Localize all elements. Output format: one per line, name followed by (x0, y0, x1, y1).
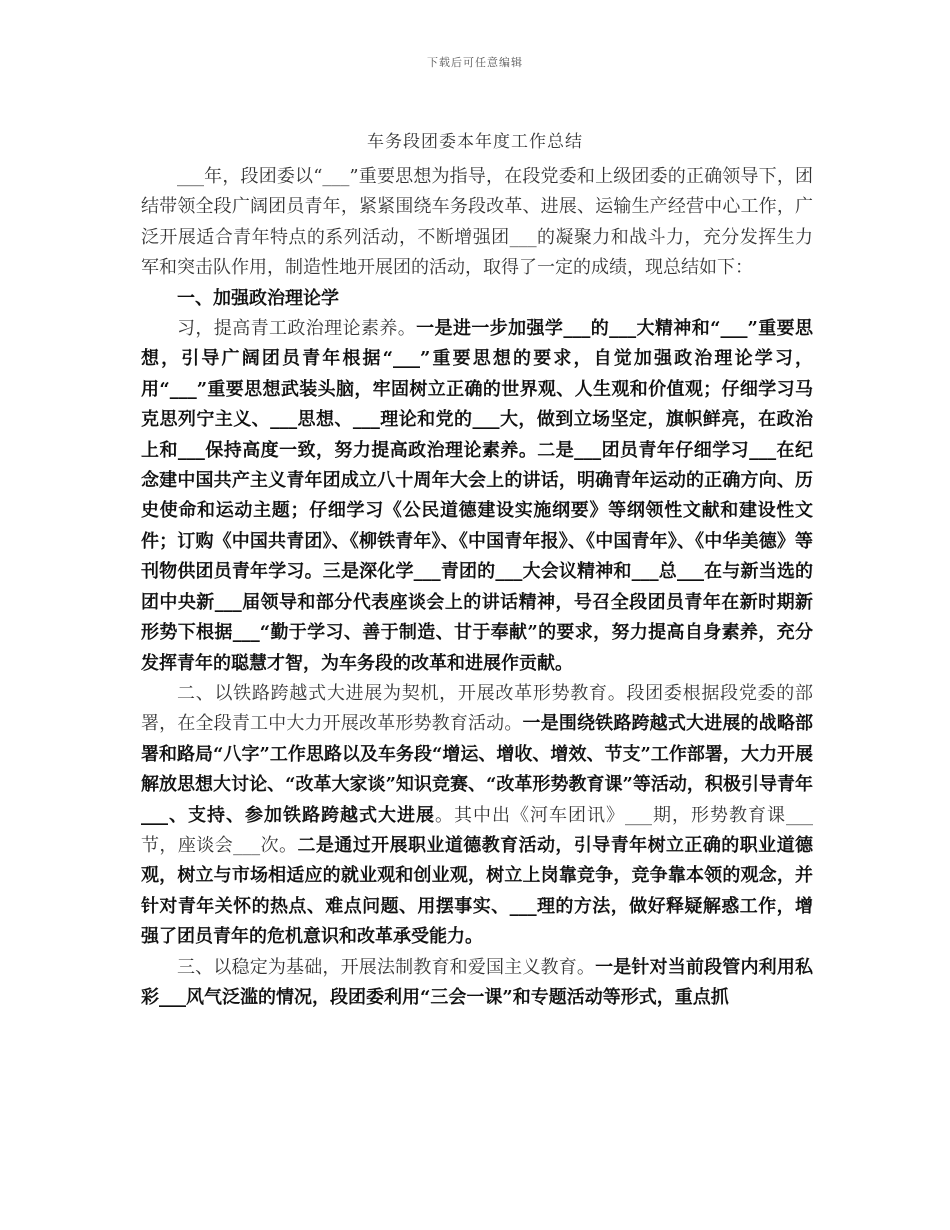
section-2-lead: 二、以铁路跨越式大进展为契机，开展改革形势教育。段团委根据段党委的部署，在全段青工中大力开展改革形势教育活动。 (141, 682, 813, 735)
intro-paragraph: ___年，段团委以“___”重要思想为指导，在段党委和上级团委的正确领导下，团结带领全段广阔团员青年，紧紧围绕车务段改革、进展、运输生产经营中心工作，广泛开展适合青年特点的系列活动，不断增强团___的凝聚力和战斗力，充分发挥生力军和突击队作用，制造性地开展团的活动，取得了一定的成绩，现总结如下： (141, 166, 813, 279)
document-title: 车务段团委本年度工作总结 (367, 132, 583, 152)
section-3-paragraph (141, 953, 813, 1014)
section-1-heading: 一、加强政治理论学 (177, 287, 339, 309)
section-1-lead: 习，提高青工政治理论素养。 (177, 318, 417, 340)
section-2-bold-text-1: 一是围绕铁路跨越式大进展的战略部署和路局“八字”工作思路以及车务段“增运、增收、增效、节支”工作部署，大力开展解放思想大讨论、“改革大家谈”知识竞赛、“改革形势教育课”等活动，积极引导青年___、支持、参加铁路跨越式大进展 (141, 713, 813, 826)
section-2-paragraph (141, 679, 813, 953)
document-body (141, 162, 813, 1013)
section-1-bold-text: 一是进一步加强学___的___大精神和“___”重要思想，引导广阔团员青年根据“___”重要思想的要求，自觉加强政治理论学习，用“___”重要思想武装头脑，牢固树立正确的世界观、人生观和价值观；仔细学习马克思列宁主义、___思想、___理论和党的___大，做到立场坚定，旗帜鲜亮，在政治上和___保持高度一致，努力提高政治理论素养。二是___团员青年仔细学习___在纪念建中国共产主义青年团成立八十周年大会上的讲话，明确青年运动的正确方向、历史使命和运动主题；仔细学习《公民道德建设实施纲要》等纲领性文献和建设性文件；订购《中国共青团》、《柳铁青年》、《中国青年报》、《中国青年》、《中华美德》等刊物供团员青年学习。三是深化学___青团的___大会议精神和___总___在与新当选的团中央新___届领导和部分代表座谈会上的讲话精神，号召全段团员青年在新时期新形势下根据___“勤于学习、善于制造、甘于奉献”的要求，努力提高自身素养，充分发挥青年的聪慧才智，为车务段的改革和进展作贡献。 (141, 318, 813, 674)
section-3-bold-text: 一是针对当前段管内利用私彩___风气泛滥的情况，段团委利用“三会一课”和专题活动等形式，重点抓 (141, 956, 814, 1008)
section-2-mid-text: 。其中出《河车团讯》___期，形势教育课___节，座谈会___次。 (141, 804, 813, 856)
section-3-lead: 三、以稳定为基础，开展法制教育和爱国主义教育。 (177, 956, 596, 978)
section-1-paragraph (141, 314, 813, 679)
page-header: 下载后可任意编辑 (427, 56, 523, 69)
section-2-bold-text-2: 二是通过开展职业道德教育活动，引导青年树立正确的职业道德观，树立与市场相适应的就业观和创业观，树立上岗靠竞争，竞争靠本领的观念，并针对青年关怀的热点、难点问题、用摆事实、___理的方法，做好释疑解惑工作，增强了团员青年的危机意识和改革承受能力。 (141, 834, 814, 948)
